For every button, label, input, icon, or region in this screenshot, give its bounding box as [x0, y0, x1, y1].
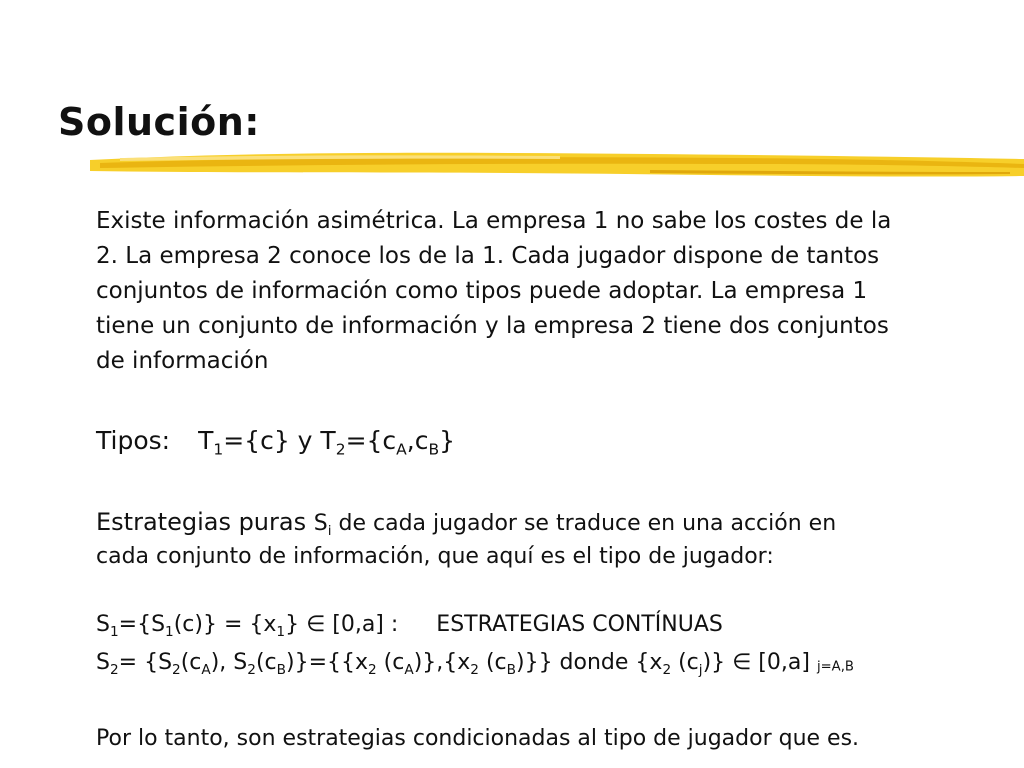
highlighter-stroke [90, 146, 1024, 186]
s1-strategy-line: $S_1=\{S_1(c)\} = \{x_1\}$ ∈ [0,a] : ESTRATEGIAS CONTÍNUAS [96, 612, 723, 640]
continuous-strategies-label: ESTRATEGIAS CONTÍNUAS [436, 612, 723, 637]
types-line: Tipos: $T_1=\{c\}$ y $T_2=\{c_A,c_B\}$ [96, 426, 456, 459]
asymmetric-info-paragraph: Existe información asimétrica. La empresa 1 no sabe los costes de la 2. La empresa 2 conoce los de la 1. Cada jugador dispone de tantos conjuntos de información como tipos puede adoptar. La empresa 1 tiene un conjunto de información y la empresa 2 tiene dos conjuntos de información [96, 208, 892, 374]
index-range: j=A,B [816, 659, 854, 675]
slide-title: Solución: [58, 100, 260, 144]
types-label: Tipos: [96, 426, 171, 455]
pure-strategies-paragraph: Estrategias puras $S_i$ de cada jugador se traduce en una acción en cada conjunto de información, que aquí es el tipo de jugador: [96, 508, 837, 569]
s2-strategy-line: $S_2= \{S_2(c_A)$, $S_2(c_B)\}=\{\{x_2$ $(c_A)\},\{x_2$ $(c_B)$}} donde {$x_2$ $(c_j)$} ∈ [0,a] j=A,B [96, 650, 854, 678]
conclusion-line: Por lo tanto, son estrategias condicionadas al tipo de jugador que es. [96, 726, 860, 751]
